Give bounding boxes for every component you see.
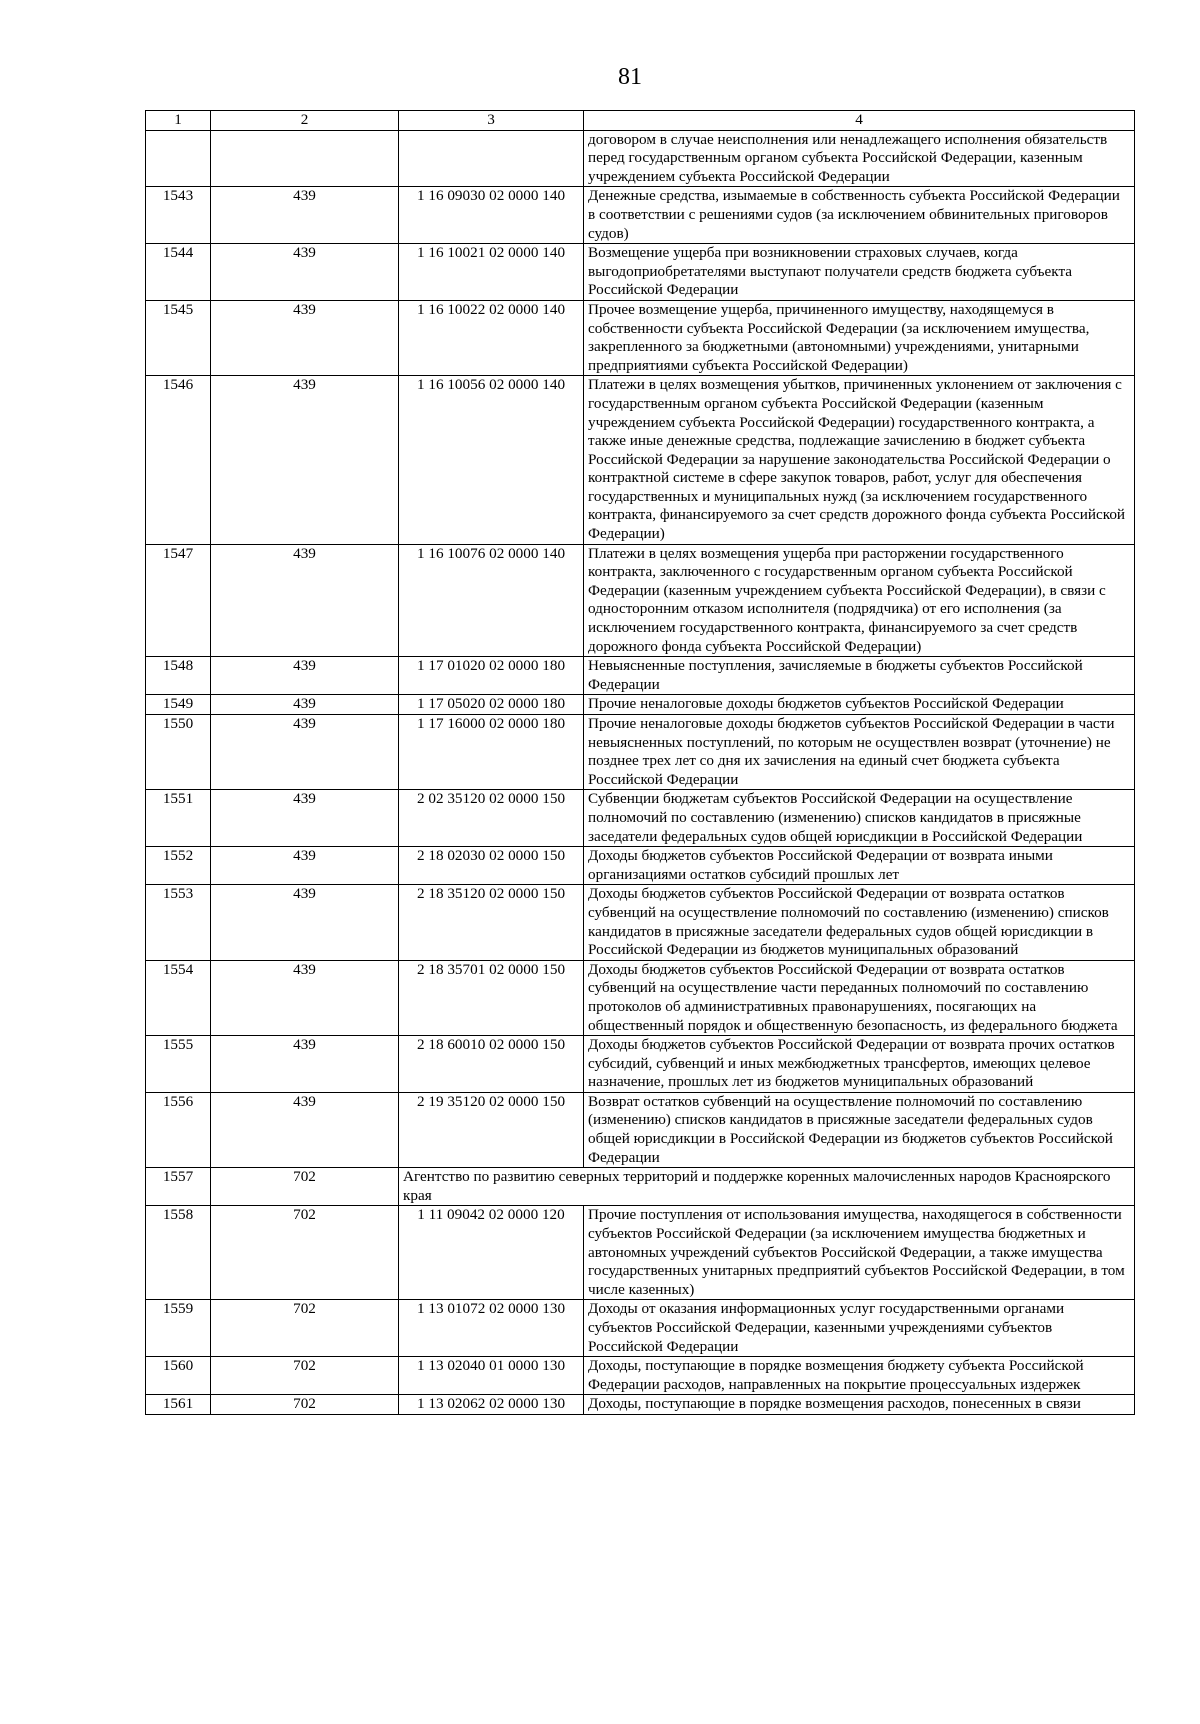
admin-code-cell: 439 xyxy=(211,885,399,960)
budget-code-cell: 1 13 01072 02 0000 130 xyxy=(399,1300,584,1357)
description-cell: Прочие поступления от использования имущества, находящегося в собственности субъектов Российской Федерации (за исключением имущества бюджетных и автономных учреждений субъектов Российской Федерации, а также имущества государственных унитарных предприятий субъектов Российской Федерации, в том числе казенных) xyxy=(584,1206,1135,1300)
header-col-3: 3 xyxy=(399,111,584,131)
row-number-cell: 1559 xyxy=(146,1300,211,1357)
admin-code-cell: 702 xyxy=(211,1300,399,1357)
admin-code-cell: 439 xyxy=(211,847,399,885)
description-cell: Невыясненные поступления, зачисляемые в бюджеты субъектов Российской Федерации xyxy=(584,657,1135,695)
table-row xyxy=(146,847,1135,885)
budget-code-cell: 2 18 02030 02 0000 150 xyxy=(399,847,584,885)
table-header-row xyxy=(146,111,1135,131)
table-row xyxy=(146,885,1135,960)
revenue-codes-table xyxy=(145,110,1135,1415)
admin-code-cell: 439 xyxy=(211,1092,399,1167)
table-row xyxy=(146,244,1135,301)
row-number-cell: 1554 xyxy=(146,960,211,1035)
row-number-cell xyxy=(146,130,211,187)
row-number-cell: 1553 xyxy=(146,885,211,960)
row-number-cell: 1551 xyxy=(146,790,211,847)
description-cell: Возмещение ущерба при возникновении страховых случаев, когда выгодоприобретателями выступают получатели средств бюджета субъекта Российской Федерации xyxy=(584,244,1135,301)
description-cell: Доходы, поступающие в порядке возмещения расходов, понесенных в связи xyxy=(584,1395,1135,1415)
admin-code-cell: 439 xyxy=(211,187,399,244)
description-cell: Доходы бюджетов субъектов Российской Федерации от возврата остатков субвенций на осуществление полномочий по составлению (изменению) списков кандидатов в присяжные заседатели федеральных судов общей юрисдикции в Российской Федерации из бюджетов муниципальных образований xyxy=(584,885,1135,960)
agency-name-cell: Агентство по развитию северных территорий и поддержке коренных малочисленных народов Красноярского края xyxy=(399,1168,1135,1206)
table-row xyxy=(146,1206,1135,1300)
description-cell: Денежные средства, изымаемые в собственность субъекта Российской Федерации в соответствии с решениями судов (за исключением обвинительных приговоров судов) xyxy=(584,187,1135,244)
budget-code-cell: 1 16 10056 02 0000 140 xyxy=(399,376,584,544)
header-col-4: 4 xyxy=(584,111,1135,131)
admin-code-cell: 439 xyxy=(211,1036,399,1093)
admin-code-cell: 439 xyxy=(211,657,399,695)
budget-code-cell: 1 13 02062 02 0000 130 xyxy=(399,1395,584,1415)
budget-code-cell: 1 16 10021 02 0000 140 xyxy=(399,244,584,301)
table-row xyxy=(146,1395,1135,1415)
budget-code-cell: 1 17 16000 02 0000 180 xyxy=(399,715,584,790)
description-cell: Платежи в целях возмещения убытков, причиненных уклонением от заключения с государственным органом субъекта Российской Федерации (казенным учреждением субъекта Российской Федерации) государственного контракта, а также иные денежные средства, подлежащие зачислению в бюджет субъекта Российской Федерации за нарушение законодательства Российской Федерации о контрактной системе в сфере закупок товаров, работ, услуг для обеспечения государственных и муниципальных нужд (за исключением государственного контракта, финансируемого за счет средств дорожного фонда субъекта Российской Федерации) xyxy=(584,376,1135,544)
budget-code-cell: 1 17 05020 02 0000 180 xyxy=(399,695,584,715)
description-cell: Платежи в целях возмещения ущерба при расторжении государственного контракта, заключенного с государственным органом субъекта Российской Федерации (казенным учреждением субъекта Российской Федерации), в связи с односторонним отказом исполнителя (подрядчика) от его исполнения (за исключением государственного контракта, финансируемого за счет средств дорожного фонда субъекта Российской Федерации) xyxy=(584,544,1135,657)
table-row xyxy=(146,1300,1135,1357)
row-number-cell: 1547 xyxy=(146,544,211,657)
budget-code-cell: 2 02 35120 02 0000 150 xyxy=(399,790,584,847)
description-cell: Субвенции бюджетам субъектов Российской Федерации на осуществление полномочий по составлению (изменению) списков кандидатов в присяжные заседатели федеральных судов общей юрисдикции в Российской Федерации xyxy=(584,790,1135,847)
row-number-cell: 1555 xyxy=(146,1036,211,1093)
page-number: 81 xyxy=(618,64,642,90)
description-cell: Прочие неналоговые доходы бюджетов субъектов Российской Федерации в части невыясненных поступлений, по которым не осуществлен возврат (уточнение) не позднее трех лет со дня их зачисления на единый счет бюджета субъекта Российской Федерации xyxy=(584,715,1135,790)
table-row xyxy=(146,130,1135,187)
description-cell: договором в случае неисполнения или ненадлежащего исполнения обязательств перед государственным органом субъекта Российской Федерации, казенным учреждением субъекта Российской Федерации xyxy=(584,130,1135,187)
admin-code-cell: 439 xyxy=(211,244,399,301)
description-cell: Доходы бюджетов субъектов Российской Федерации от возврата прочих остатков субсидий, субвенций и иных межбюджетных трансфертов, имеющих целевое назначение, прошлых лет из бюджетов муниципальных образований xyxy=(584,1036,1135,1093)
budget-code-cell: 2 18 35701 02 0000 150 xyxy=(399,960,584,1035)
row-number-cell: 1549 xyxy=(146,695,211,715)
admin-code-cell: 702 xyxy=(211,1168,399,1206)
budget-code-cell: 1 16 10076 02 0000 140 xyxy=(399,544,584,657)
description-cell: Прочие неналоговые доходы бюджетов субъектов Российской Федерации xyxy=(584,695,1135,715)
table-row xyxy=(146,695,1135,715)
row-number-cell: 1544 xyxy=(146,244,211,301)
table-row xyxy=(146,544,1135,657)
admin-code-cell: 439 xyxy=(211,695,399,715)
budget-code-cell xyxy=(399,130,584,187)
budget-code-cell: 2 18 60010 02 0000 150 xyxy=(399,1036,584,1093)
row-number-cell: 1558 xyxy=(146,1206,211,1300)
table-row xyxy=(146,300,1135,375)
admin-code-cell: 702 xyxy=(211,1206,399,1300)
description-cell: Возврат остатков субвенций на осуществление полномочий по составлению (изменению) списков кандидатов в присяжные заседатели федеральных судов общей юрисдикции в Российской Федерации из бюджетов субъектов Российской Федерации xyxy=(584,1092,1135,1167)
budget-code-cell: 1 13 02040 01 0000 130 xyxy=(399,1357,584,1395)
admin-code-cell: 439 xyxy=(211,300,399,375)
row-number-cell: 1561 xyxy=(146,1395,211,1415)
table-body xyxy=(146,130,1135,1414)
row-number-cell: 1560 xyxy=(146,1357,211,1395)
description-cell: Доходы бюджетов субъектов Российской Федерации от возврата иными организациями остатков субсидий прошлых лет xyxy=(584,847,1135,885)
admin-code-cell: 439 xyxy=(211,544,399,657)
description-cell: Доходы, поступающие в порядке возмещения бюджету субъекта Российской Федерации расходов, направленных на покрытие процессуальных издержек xyxy=(584,1357,1135,1395)
table-row xyxy=(146,1357,1135,1395)
description-cell: Прочее возмещение ущерба, причиненного имуществу, находящемуся в собственности субъекта Российской Федерации (за исключением имущества, закрепленного за бюджетными (автономными) учреждениями, унитарными предприятиями субъекта Российской Федерации) xyxy=(584,300,1135,375)
budget-code-cell: 1 16 10022 02 0000 140 xyxy=(399,300,584,375)
row-number-cell: 1545 xyxy=(146,300,211,375)
admin-code-cell: 702 xyxy=(211,1357,399,1395)
admin-code-cell: 439 xyxy=(211,960,399,1035)
budget-code-cell: 2 19 35120 02 0000 150 xyxy=(399,1092,584,1167)
table-row xyxy=(146,657,1135,695)
budget-code-cell: 2 18 35120 02 0000 150 xyxy=(399,885,584,960)
table-row xyxy=(146,187,1135,244)
row-number-cell: 1556 xyxy=(146,1092,211,1167)
header-col-2: 2 xyxy=(211,111,399,131)
row-number-cell: 1543 xyxy=(146,187,211,244)
table-row xyxy=(146,960,1135,1035)
description-cell: Доходы от оказания информационных услуг государственными органами субъектов Российской Федерации, казенными учреждениями субъектов Российской Федерации xyxy=(584,1300,1135,1357)
budget-code-cell: 1 17 01020 02 0000 180 xyxy=(399,657,584,695)
budget-code-cell: 1 11 09042 02 0000 120 xyxy=(399,1206,584,1300)
header-col-1: 1 xyxy=(146,111,211,131)
table-row xyxy=(146,376,1135,544)
table-row xyxy=(146,1092,1135,1167)
table-row xyxy=(146,1168,1135,1206)
admin-code-cell: 439 xyxy=(211,376,399,544)
row-number-cell: 1546 xyxy=(146,376,211,544)
admin-code-cell: 439 xyxy=(211,790,399,847)
table-row xyxy=(146,715,1135,790)
table-row xyxy=(146,790,1135,847)
row-number-cell: 1550 xyxy=(146,715,211,790)
row-number-cell: 1557 xyxy=(146,1168,211,1206)
admin-code-cell: 702 xyxy=(211,1395,399,1415)
table-row xyxy=(146,1036,1135,1093)
admin-code-cell: 439 xyxy=(211,715,399,790)
admin-code-cell xyxy=(211,130,399,187)
budget-code-cell: 1 16 09030 02 0000 140 xyxy=(399,187,584,244)
row-number-cell: 1548 xyxy=(146,657,211,695)
row-number-cell: 1552 xyxy=(146,847,211,885)
description-cell: Доходы бюджетов субъектов Российской Федерации от возврата остатков субвенций на осуществление части переданных полномочий по составлению протоколов об административных правонарушениях, посягающих на общественный порядок и общественную безопасность, из федерального бюджета xyxy=(584,960,1135,1035)
